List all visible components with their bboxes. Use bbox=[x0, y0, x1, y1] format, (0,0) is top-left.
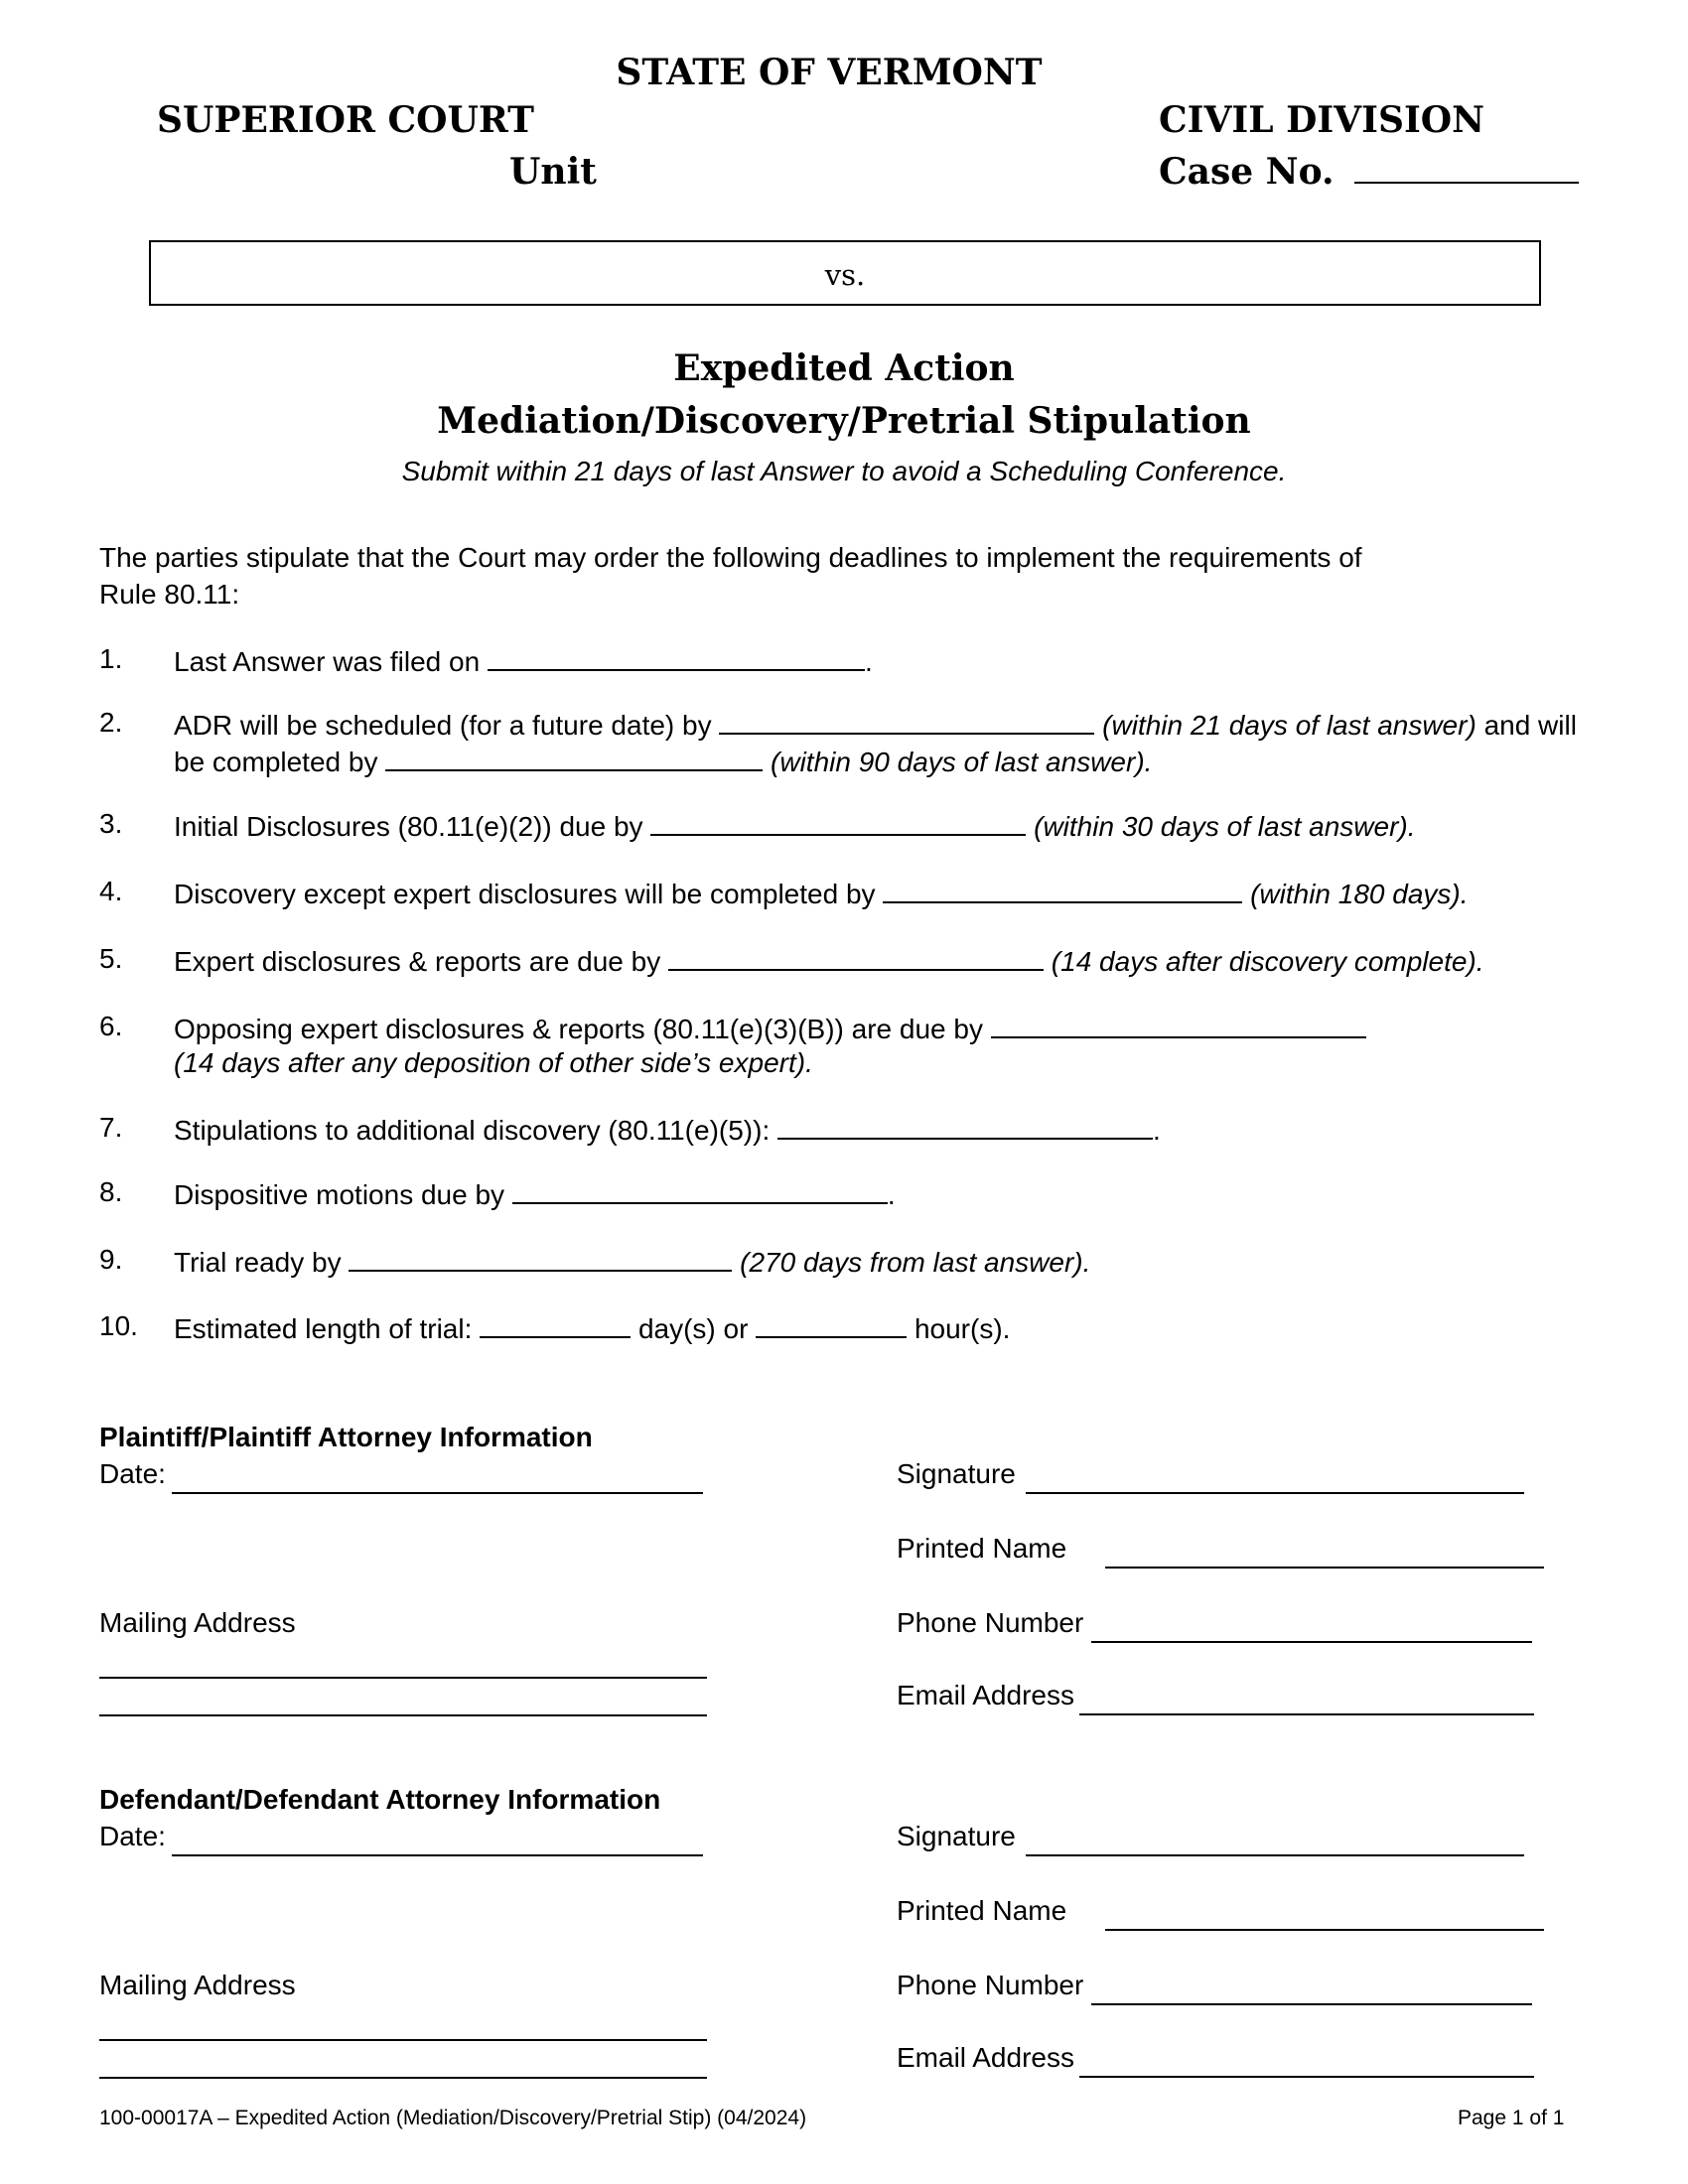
defendant-mailing-line-2[interactable] bbox=[99, 2077, 707, 2079]
additional-discovery-blank[interactable] bbox=[777, 1112, 1153, 1140]
item-text: Estimated length of trial: bbox=[174, 1313, 473, 1344]
plaintiff-signature-label: Signature bbox=[897, 1458, 1016, 1489]
defendant-phone-line[interactable] bbox=[1091, 2003, 1532, 2005]
defendant-date-label: Date: bbox=[99, 1821, 166, 1851]
plaintiff-heading: Plaintiff/Plaintiff Attorney Information bbox=[99, 1422, 593, 1452]
court-name: SUPERIOR COURT bbox=[157, 99, 534, 141]
item-punct: . bbox=[1153, 1115, 1161, 1146]
plaintiff-email-label: Email Address bbox=[897, 1680, 1074, 1710]
item-text: Expert disclosures & reports are due by bbox=[174, 946, 661, 977]
item-number: 5. bbox=[99, 943, 123, 974]
item-number: 8. bbox=[99, 1176, 123, 1207]
plaintiff-signature-line[interactable] bbox=[1026, 1492, 1524, 1494]
intro-line-1: The parties stipulate that the Court may order the following deadlines to implement the requirements of bbox=[99, 542, 1362, 573]
plaintiff-date-line[interactable] bbox=[172, 1492, 703, 1494]
item-punct: . bbox=[864, 646, 873, 677]
caption-box[interactable] bbox=[149, 240, 1541, 306]
initial-disclosures-blank[interactable] bbox=[650, 808, 1026, 836]
case-number-field[interactable] bbox=[1159, 151, 1579, 193]
plaintiff-phone-line[interactable] bbox=[1091, 1641, 1532, 1643]
item-number: 7. bbox=[99, 1112, 123, 1143]
defendant-email-line[interactable] bbox=[1079, 2076, 1534, 2078]
plaintiff-email-line[interactable] bbox=[1079, 1713, 1534, 1715]
defendant-mailing-label: Mailing Address bbox=[99, 1970, 296, 2000]
plaintiff-date-label: Date: bbox=[99, 1458, 166, 1489]
item-text: Trial ready by bbox=[174, 1247, 342, 1278]
page-number: Page 1 of 1 bbox=[1458, 2107, 1565, 2129]
plaintiff-mailing-label: Mailing Address bbox=[99, 1607, 296, 1638]
defendant-printed-name-label: Printed Name bbox=[897, 1895, 1067, 1926]
defendant-signature-label: Signature bbox=[897, 1821, 1016, 1851]
item-number: 9. bbox=[99, 1244, 123, 1275]
item-text: Discovery except expert disclosures will be completed by bbox=[174, 879, 876, 909]
plaintiff-phone-label: Phone Number bbox=[897, 1607, 1084, 1638]
item-text: Dispositive motions due by bbox=[174, 1179, 505, 1210]
item-text: ADR will be scheduled (for a future date) by bbox=[174, 710, 712, 741]
item-text: be completed by bbox=[174, 747, 378, 777]
trial-days-blank[interactable] bbox=[480, 1310, 631, 1338]
item-text: Opposing expert disclosures & reports (80.11(e)(3)(B)) are due by bbox=[174, 1014, 983, 1044]
expert-disclosures-blank[interactable] bbox=[668, 943, 1044, 971]
item-note: (within 90 days of last answer). bbox=[771, 747, 1153, 777]
defendant-date-line[interactable] bbox=[172, 1854, 703, 1856]
item-number: 1. bbox=[99, 643, 123, 674]
item-text: hour(s). bbox=[914, 1313, 1011, 1344]
item-number: 2. bbox=[99, 707, 123, 738]
plaintiff-mailing-line-1[interactable] bbox=[99, 1677, 707, 1679]
opposing-expert-blank[interactable] bbox=[991, 1011, 1366, 1038]
form-instruction: Submit within 21 days of last Answer to avoid a Scheduling Conference. bbox=[401, 456, 1287, 486]
adr-scheduled-blank[interactable] bbox=[719, 707, 1094, 735]
item-number: 4. bbox=[99, 876, 123, 906]
unit-label: Unit bbox=[509, 151, 597, 193]
form-id-footer: 100-00017A – Expedited Action (Mediation/Discovery/Pretrial Stip) (04/2024) bbox=[99, 2107, 807, 2129]
intro-line-2: Rule 80.11: bbox=[99, 579, 240, 610]
case-number-blank[interactable] bbox=[1354, 156, 1579, 184]
adr-completed-blank[interactable] bbox=[385, 744, 763, 771]
defendant-mailing-line-1[interactable] bbox=[99, 2039, 707, 2041]
defendant-printed-name-line[interactable] bbox=[1105, 1929, 1544, 1931]
item-punct: . bbox=[887, 1179, 896, 1210]
case-number-label: Case No. bbox=[1159, 151, 1335, 193]
plaintiff-printed-name-line[interactable] bbox=[1105, 1567, 1544, 1569]
defendant-signature-line[interactable] bbox=[1026, 1854, 1524, 1856]
trial-hours-blank[interactable] bbox=[756, 1310, 907, 1338]
form-subtitle: Mediation/Discovery/Pretrial Stipulation bbox=[437, 400, 1251, 442]
plaintiff-mailing-line-2[interactable] bbox=[99, 1714, 707, 1716]
form-title: Expedited Action bbox=[673, 347, 1015, 389]
division-name: CIVIL DIVISION bbox=[1159, 99, 1485, 141]
item-text: Stipulations to additional discovery (80.11(e)(5)): bbox=[174, 1115, 771, 1146]
trial-ready-blank[interactable] bbox=[349, 1244, 732, 1272]
dispositive-motions-blank[interactable] bbox=[512, 1176, 888, 1204]
item-text: Last Answer was filed on bbox=[174, 646, 481, 677]
discovery-complete-blank[interactable] bbox=[883, 876, 1242, 903]
item-note: (within 21 days of last answer) bbox=[1102, 710, 1477, 741]
item-number: 10. bbox=[99, 1310, 138, 1341]
item-note: (14 days after discovery complete). bbox=[1051, 946, 1484, 977]
item-note: (within 180 days). bbox=[1250, 879, 1469, 909]
last-answer-date-blank[interactable] bbox=[488, 643, 865, 671]
item-number: 6. bbox=[99, 1011, 123, 1041]
item-note: (within 30 days of last answer). bbox=[1034, 811, 1416, 842]
plaintiff-printed-name-label: Printed Name bbox=[897, 1533, 1067, 1564]
defendant-phone-label: Phone Number bbox=[897, 1970, 1084, 2000]
item-text: Initial Disclosures (80.11(e)(2)) due by bbox=[174, 811, 643, 842]
item-text: and will bbox=[1483, 710, 1577, 741]
item-note: (270 days from last answer). bbox=[740, 1247, 1091, 1278]
item-number: 3. bbox=[99, 808, 123, 839]
defendant-heading: Defendant/Defendant Attorney Information bbox=[99, 1784, 661, 1815]
item-note: (14 days after any deposition of other side’s expert). bbox=[174, 1047, 813, 1078]
state-title: STATE OF VERMONT bbox=[616, 52, 1043, 93]
caption-vs: vs. bbox=[824, 258, 866, 292]
defendant-email-label: Email Address bbox=[897, 2042, 1074, 2073]
item-text: day(s) or bbox=[637, 1313, 749, 1344]
